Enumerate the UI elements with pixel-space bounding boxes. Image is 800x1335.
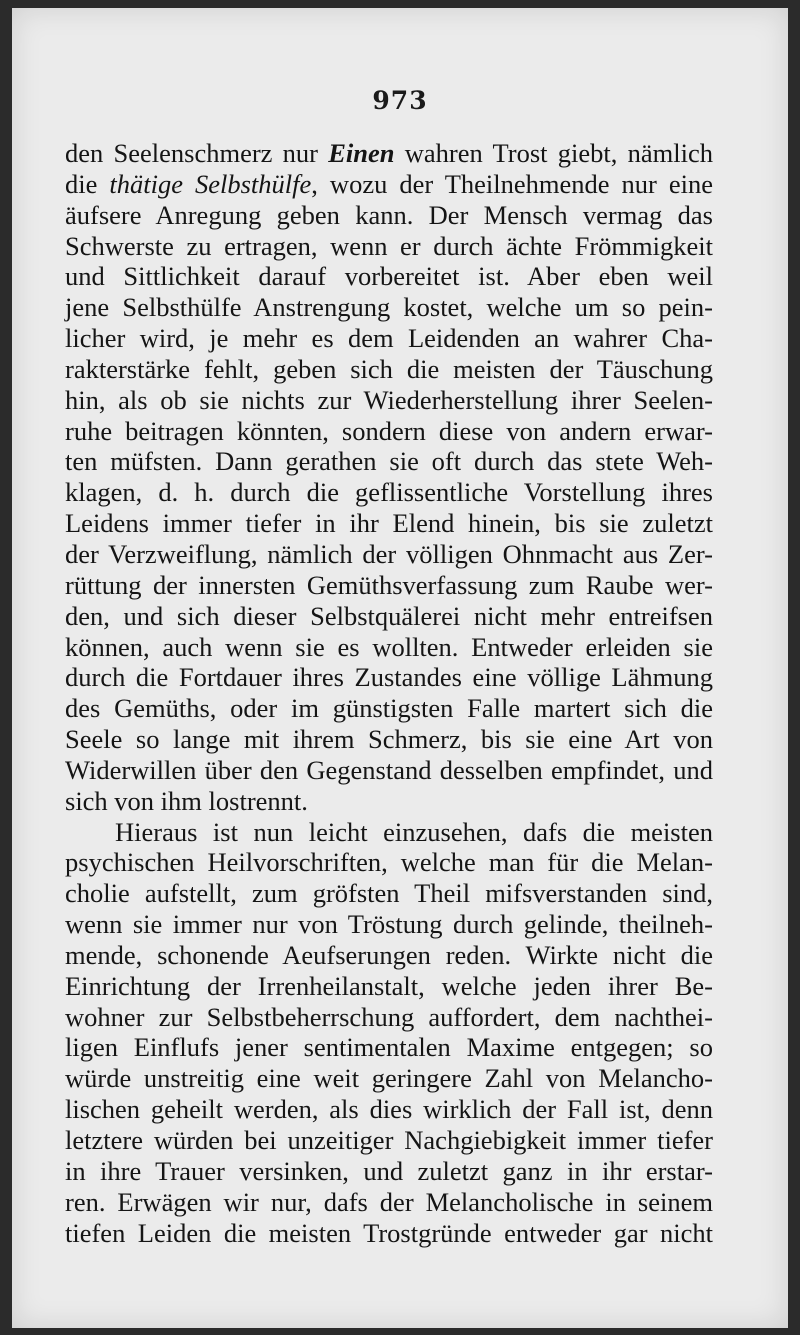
text-line bbox=[65, 231, 713, 262]
text-line bbox=[65, 755, 713, 786]
text-segment: ten müfsten. Dann gerathen sie oft durch das stete Weh- bbox=[65, 446, 713, 477]
text-segment: lischen geheilt werden, als dies wirklich der Fall ist, denn bbox=[65, 1094, 713, 1125]
text-line bbox=[65, 385, 713, 416]
text-line bbox=[65, 416, 713, 447]
text-segment: die bbox=[65, 168, 110, 199]
body-text bbox=[65, 138, 713, 1248]
text-segment: den, und sich dieser Selbstquälerei nicht mehr entreifsen bbox=[65, 600, 713, 631]
text-segment: hin, als ob sie nichts zur Wiederherstellung ihrer Seelen- bbox=[65, 384, 713, 415]
text-line bbox=[65, 354, 713, 385]
text-line bbox=[65, 786, 713, 817]
page-number: 973 bbox=[372, 86, 428, 115]
text-segment: klagen, d. h. durch die geflissentliche Vorstellung ihres bbox=[65, 477, 713, 508]
text-line bbox=[65, 570, 713, 601]
text-line bbox=[65, 261, 713, 292]
text-segment: des Gemüths, oder im günstigsten Falle martert sich die bbox=[65, 693, 713, 724]
text-segment: cholie aufstellt, zum gröfsten Theil mifsverstanden sind, bbox=[65, 878, 713, 909]
text-line bbox=[65, 1002, 713, 1033]
text-line bbox=[65, 1032, 713, 1063]
text-segment: tiefen Leiden die meisten Trostgründe entweder gar nicht bbox=[65, 1217, 713, 1248]
text-line bbox=[65, 1218, 713, 1249]
text-line bbox=[65, 940, 713, 971]
text-line bbox=[65, 817, 713, 848]
text-line bbox=[65, 1125, 713, 1156]
text-segment: , wozu der Theilnehmende nur eine bbox=[311, 168, 714, 199]
text-segment: ruhe beitragen könnten, sondern diese von andern erwar- bbox=[65, 415, 713, 446]
text-line bbox=[65, 971, 713, 1002]
text-segment: Widerwillen über den Gegenstand desselben empfindet, und bbox=[65, 754, 713, 785]
text-line bbox=[65, 138, 713, 169]
text-segment: wenn sie immer nur von Tröstung durch gelinde, theilneh- bbox=[65, 909, 713, 940]
text-segment: können, auch wenn sie es wollten. Entweder erleiden sie bbox=[65, 631, 713, 662]
text-segment: und Sittlichkeit darauf vorbereitet ist. Aber eben weil bbox=[65, 261, 713, 292]
text-line bbox=[65, 909, 713, 940]
text-segment: ligen Einflufs jener sentimentalen Maxime entgegen; so bbox=[65, 1032, 713, 1063]
text-segment: Schwerste zu ertragen, wenn er durch ächte Frömmigkeit bbox=[65, 230, 713, 261]
text-segment: wohner zur Selbstbeherrschung auffordert, dem nachthei- bbox=[65, 1001, 713, 1032]
text-segment: psychischen Heilvorschriften, welche man für die Melan- bbox=[65, 847, 713, 878]
text-segment: der Verzweiflung, nämlich der völligen Ohnmacht aus Zer- bbox=[65, 538, 713, 569]
text-line bbox=[65, 1094, 713, 1125]
text-segment: licher wird, je mehr es dem Leidenden an wahrer Cha- bbox=[65, 323, 713, 354]
text-line bbox=[65, 323, 713, 354]
text-segment: letztere würden bei unzeitiger Nachgiebigkeit immer tiefer bbox=[65, 1125, 713, 1155]
emphasized-text: Einen bbox=[328, 138, 395, 168]
text-segment: äufsere Anregung geben kann. Der Mensch vermag das bbox=[65, 199, 713, 230]
text-segment: Hieraus ist nun leicht einzusehen, dafs die meisten bbox=[115, 816, 713, 847]
text-segment: ren. Erwägen wir nur, dafs der Melancholische in seinem bbox=[65, 1186, 713, 1217]
text-line bbox=[65, 508, 713, 539]
text-segment: durch die Fortdauer ihres Zustandes eine völlige Lähmung bbox=[65, 662, 713, 693]
text-line bbox=[65, 539, 713, 570]
text-line bbox=[65, 724, 713, 755]
text-segment: Leidens immer tiefer in ihr Elend hinein, bis sie zuletzt bbox=[65, 508, 713, 539]
text-line bbox=[65, 292, 713, 323]
text-segment: jene Selbsthülfe Anstrengung kostet, welche um so pein- bbox=[65, 292, 713, 323]
text-line bbox=[65, 847, 713, 878]
text-line bbox=[65, 1063, 713, 1094]
text-line bbox=[65, 1156, 713, 1187]
text-segment: in ihre Trauer versinken, und zuletzt ganz in ihr erstar- bbox=[65, 1155, 713, 1186]
text-line bbox=[65, 477, 713, 508]
text-segment: den Seelenschmerz nur bbox=[65, 138, 329, 168]
text-segment: Einrichtung der Irrenheilanstalt, welche jeden ihrer Be- bbox=[65, 970, 713, 1001]
emphasized-text: thätige Selbsthülfe bbox=[109, 168, 312, 199]
text-line bbox=[65, 601, 713, 632]
text-segment: wahren Trost giebt, nämlich bbox=[394, 138, 713, 168]
text-line bbox=[65, 200, 713, 231]
text-segment: Seele so lange mit ihrem Schmerz, bis sie eine Art von bbox=[65, 724, 713, 755]
text-line bbox=[65, 693, 713, 724]
text-segment: rakterstärke fehlt, geben sich die meisten der Täuschung bbox=[65, 353, 713, 384]
text-line bbox=[65, 632, 713, 663]
text-line bbox=[65, 878, 713, 909]
text-segment: sich von ihm lostrennt. bbox=[65, 785, 308, 816]
text-line bbox=[65, 446, 713, 477]
text-line bbox=[65, 169, 713, 200]
text-segment: würde unstreitig eine weit geringere Zahl von Melancho- bbox=[65, 1063, 713, 1094]
text-line bbox=[65, 662, 713, 693]
text-segment: mende, schonende Aeufserungen reden. Wirkte nicht die bbox=[65, 939, 713, 970]
text-segment: rüttung der innersten Gemüthsverfassung zum Raube wer- bbox=[65, 569, 713, 600]
text-line bbox=[65, 1187, 713, 1218]
book-page bbox=[12, 8, 788, 1328]
